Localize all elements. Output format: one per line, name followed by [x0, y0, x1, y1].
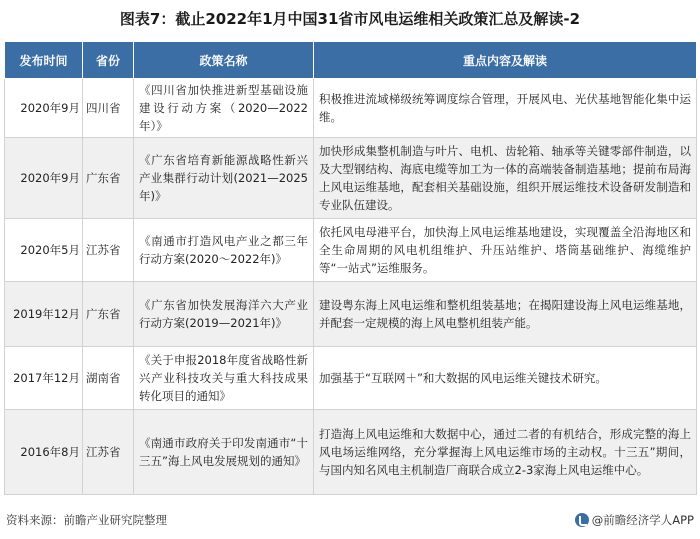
qianzhan-logo-icon — [575, 513, 589, 527]
table-row — [5, 79, 697, 138]
table-row — [5, 219, 697, 282]
cell-policy: 《四川省加快推进新型基础设施建设行动方案（2020—2022年）》 — [134, 79, 314, 138]
cell-policy: 《广东省加快发展海洋六大产业行动方案(2019—2021年)》 — [134, 282, 314, 347]
cell-date: 2020年5月 — [5, 219, 83, 282]
table-row — [5, 410, 697, 495]
header-date: 发布时间 — [5, 42, 83, 79]
cell-content: 加强基于“互联网＋”和大数据的风电运维关键技术研究。 — [314, 347, 697, 410]
cell-content: 加快形成集整机制造与叶片、电机、齿轮箱、轴承等关键零部件制造，以及大型钢结构、海底电缆等加工为一体的高端装备制造基地；提前布局海上风电运维基地，配套相关基础设施，组织开展运维技术设备研发制造和专业队伍建设。 — [314, 138, 697, 219]
cell-province: 四川省 — [83, 79, 134, 138]
cell-province: 江苏省 — [83, 410, 134, 495]
cell-policy: 《广东省培育新能源战略性新兴产业集群行动计划(2021—2025年)》 — [134, 138, 314, 219]
cell-date: 2017年12月 — [5, 347, 83, 410]
source-note: 资料来源：前瞻产业研究院整理 — [6, 513, 167, 527]
cell-policy: 《南通市打造风电产业之都三年行动方案(2020～2022年)》 — [134, 219, 314, 282]
cell-date: 2020年9月 — [5, 79, 83, 138]
header-policy: 政策名称 — [134, 42, 314, 79]
cell-policy: 《关于申报2018年度省战略性新兴产业科技攻关与重大科技成果转化项目的通知》 — [134, 347, 314, 410]
cell-date: 2020年9月 — [5, 138, 83, 219]
cell-content: 建设粤东海上风电运维和整机组装基地；在揭阳建设海上风电运维基地，并配套一定规模的海上风电整机组装产能。 — [314, 282, 697, 347]
page-title: 图表7：截止2022年1月中国31省市风电运维相关政策汇总及解读-2 — [119, 10, 581, 28]
brand-credit — [575, 510, 694, 530]
cell-province: 广东省 — [83, 138, 134, 219]
cell-content: 打造海上风电运维和大数据中心，通过二者的有机结合，形成完整的海上风电场运维网络，充分掌握海上风电运维市场的主动权。十三五”期间，与国内知名风电主机制造厂商联合成立2-3家海上风电运维中心。 — [314, 410, 697, 495]
cell-province: 江苏省 — [83, 219, 134, 282]
cell-date: 2019年12月 — [5, 282, 83, 347]
brand-label: @前瞻经济学人APP — [591, 513, 694, 527]
cell-province: 广东省 — [83, 282, 134, 347]
table-header-row — [5, 42, 697, 79]
table-row — [5, 282, 697, 347]
header-province: 省份 — [83, 42, 134, 79]
table-row — [5, 347, 697, 410]
cell-date: 2016年8月 — [5, 410, 83, 495]
table-row — [5, 138, 697, 219]
cell-province: 湖南省 — [83, 347, 134, 410]
cell-policy: 《南通市政府关于印发南通市“十三五”海上风电发展规划的通知》 — [134, 410, 314, 495]
header-content: 重点内容及解读 — [314, 42, 697, 79]
policy-table — [4, 41, 696, 495]
cell-content: 依托风电母港平台，加快海上风电运维基地建设，实现覆盖全沿海地区和全生命周期的风电机组维护、升压站维护、塔筒基础维护、海缆维护等“一站式”运维服务。 — [314, 219, 697, 282]
cell-content: 积极推进流域梯级统筹调度综合管理，开展风电、光伏基地智能化集中运维。 — [314, 79, 697, 138]
